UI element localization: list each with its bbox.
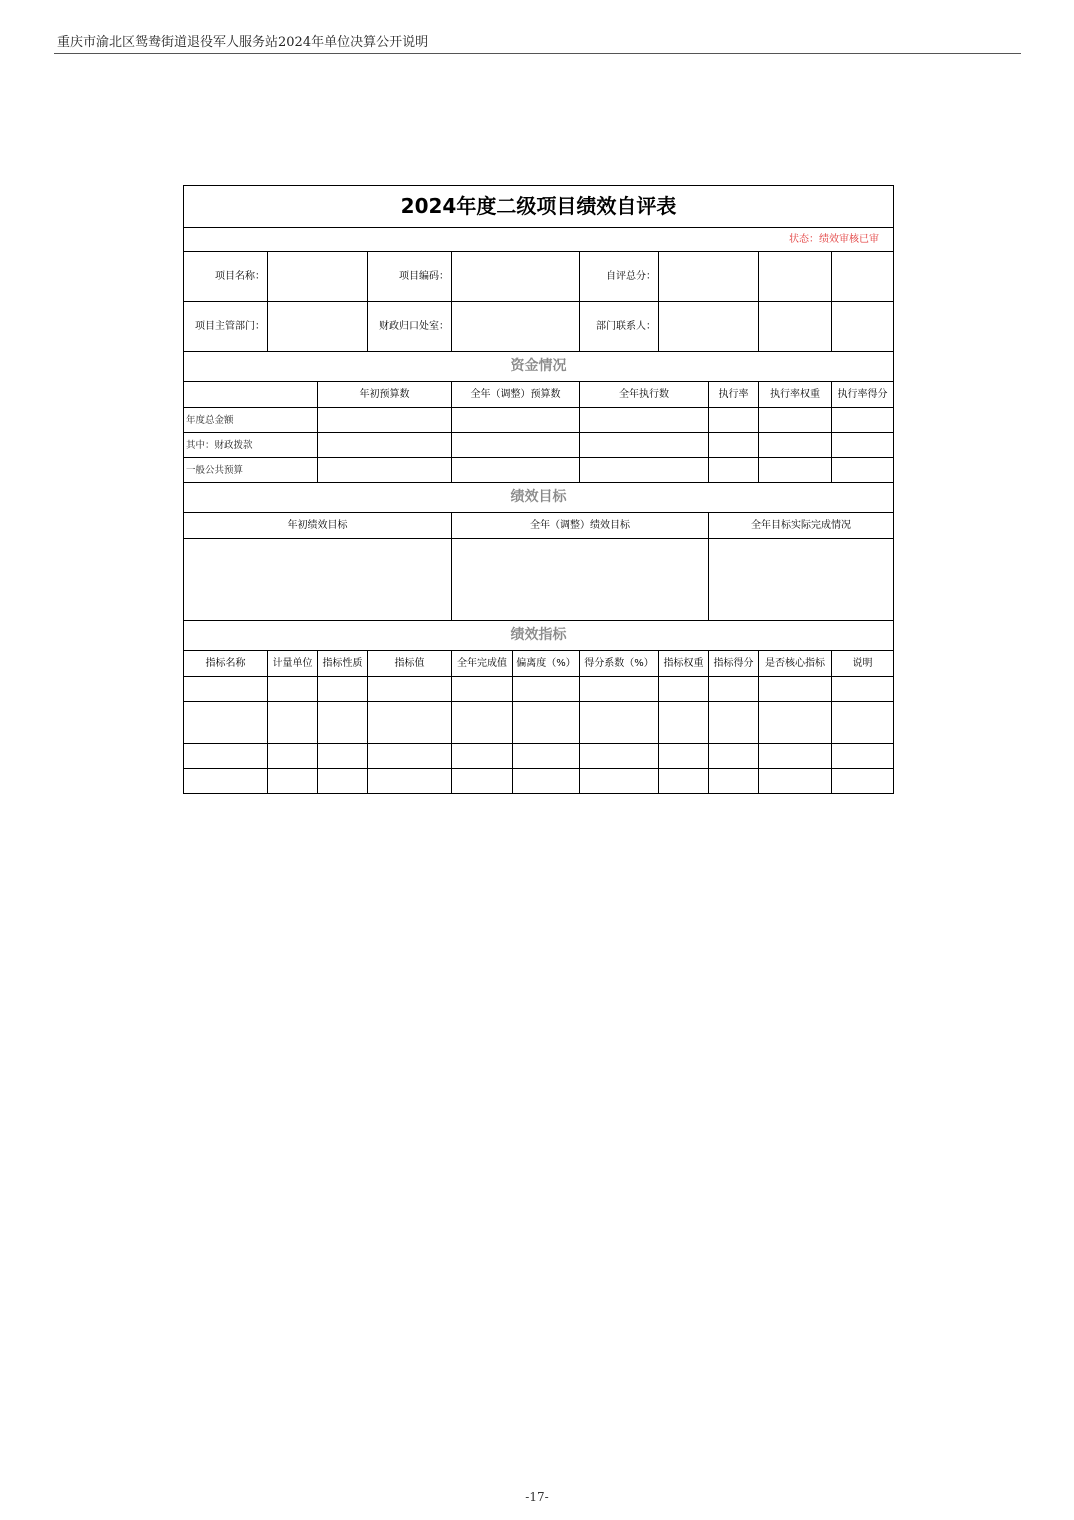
finance-office-value xyxy=(452,302,580,352)
indicator-header: 得分系数（%） xyxy=(580,651,659,677)
self-evaluation-table xyxy=(183,185,894,794)
indicator-header: 说明 xyxy=(832,651,894,677)
funds-cell xyxy=(452,458,580,483)
indicator-row xyxy=(184,677,894,702)
empty-cell xyxy=(759,252,832,302)
funds-cell xyxy=(709,433,759,458)
funds-corner-cell xyxy=(184,382,318,408)
funds-header: 年初预算数 xyxy=(318,382,452,408)
funds-cell xyxy=(759,458,832,483)
page-number: -17- xyxy=(525,1490,549,1504)
funds-header: 执行率得分 xyxy=(832,382,894,408)
empty-cell xyxy=(759,302,832,352)
funds-row xyxy=(184,433,894,458)
dept-contact-value xyxy=(659,302,759,352)
project-code-label: 项目编码： xyxy=(368,252,452,302)
goals-header: 年初绩效目标 xyxy=(184,513,452,539)
indicator-header: 指标权重 xyxy=(659,651,709,677)
goals-cell xyxy=(184,539,452,621)
funds-cell xyxy=(832,433,894,458)
indicator-header: 指标性质 xyxy=(318,651,368,677)
managing-dept-value xyxy=(268,302,368,352)
funds-cell xyxy=(759,433,832,458)
dept-contact-label: 部门联系人： xyxy=(580,302,659,352)
indicator-row xyxy=(184,702,894,744)
indicator-header: 偏离度（%） xyxy=(513,651,580,677)
funds-cell xyxy=(832,458,894,483)
project-name-value xyxy=(268,252,368,302)
indicator-row xyxy=(184,769,894,794)
funds-cell xyxy=(580,433,709,458)
funds-cell xyxy=(318,433,452,458)
self-score-label: 自评总分： xyxy=(580,252,659,302)
indicator-header: 是否核心指标 xyxy=(759,651,832,677)
document-header-title: 重庆市渝北区鸳鸯街道退役军人服务站2024年单位决算公开说明 xyxy=(57,35,429,50)
empty-cell xyxy=(832,302,894,352)
funds-cell xyxy=(580,458,709,483)
indicator-header: 全年完成值 xyxy=(452,651,513,677)
funds-cell xyxy=(318,458,452,483)
funds-row xyxy=(184,408,894,433)
funds-header: 全年（调整）预算数 xyxy=(452,382,580,408)
funds-row-label: 一般公共预算 xyxy=(184,458,318,483)
goals-section-title: 绩效目标 xyxy=(184,483,894,513)
project-name-label: 项目名称： xyxy=(184,252,268,302)
funds-cell xyxy=(452,408,580,433)
indicator-header: 指标值 xyxy=(368,651,452,677)
funds-cell xyxy=(580,408,709,433)
table-title: 2024年度二级项目绩效自评表 xyxy=(184,186,894,228)
indicators-section-title: 绩效指标 xyxy=(184,621,894,651)
funds-cell xyxy=(759,408,832,433)
funds-cell xyxy=(709,458,759,483)
funds-cell xyxy=(318,408,452,433)
funds-section-title: 资金情况 xyxy=(184,352,894,382)
funds-cell xyxy=(832,408,894,433)
empty-cell xyxy=(832,252,894,302)
funds-cell xyxy=(452,433,580,458)
header-rule xyxy=(54,53,1021,54)
funds-row-label: 其中：财政拨款 xyxy=(184,433,318,458)
indicator-row xyxy=(184,744,894,769)
funds-header: 全年执行数 xyxy=(580,382,709,408)
funds-header: 执行率权重 xyxy=(759,382,832,408)
goals-cell xyxy=(709,539,894,621)
funds-row-label: 年度总金额 xyxy=(184,408,318,433)
goals-header: 全年目标实际完成情况 xyxy=(709,513,894,539)
project-code-value xyxy=(452,252,580,302)
indicator-header: 计量单位 xyxy=(268,651,318,677)
managing-dept-label: 项目主管部门： xyxy=(184,302,268,352)
self-score-value xyxy=(659,252,759,302)
goals-header: 全年（调整）绩效目标 xyxy=(452,513,709,539)
status-text: 状态：绩效审核已审 xyxy=(184,228,894,252)
indicator-header: 指标名称 xyxy=(184,651,268,677)
funds-header: 执行率 xyxy=(709,382,759,408)
funds-row xyxy=(184,458,894,483)
finance-office-label: 财政归口处室： xyxy=(368,302,452,352)
indicator-header: 指标得分 xyxy=(709,651,759,677)
funds-cell xyxy=(709,408,759,433)
goals-cell xyxy=(452,539,709,621)
